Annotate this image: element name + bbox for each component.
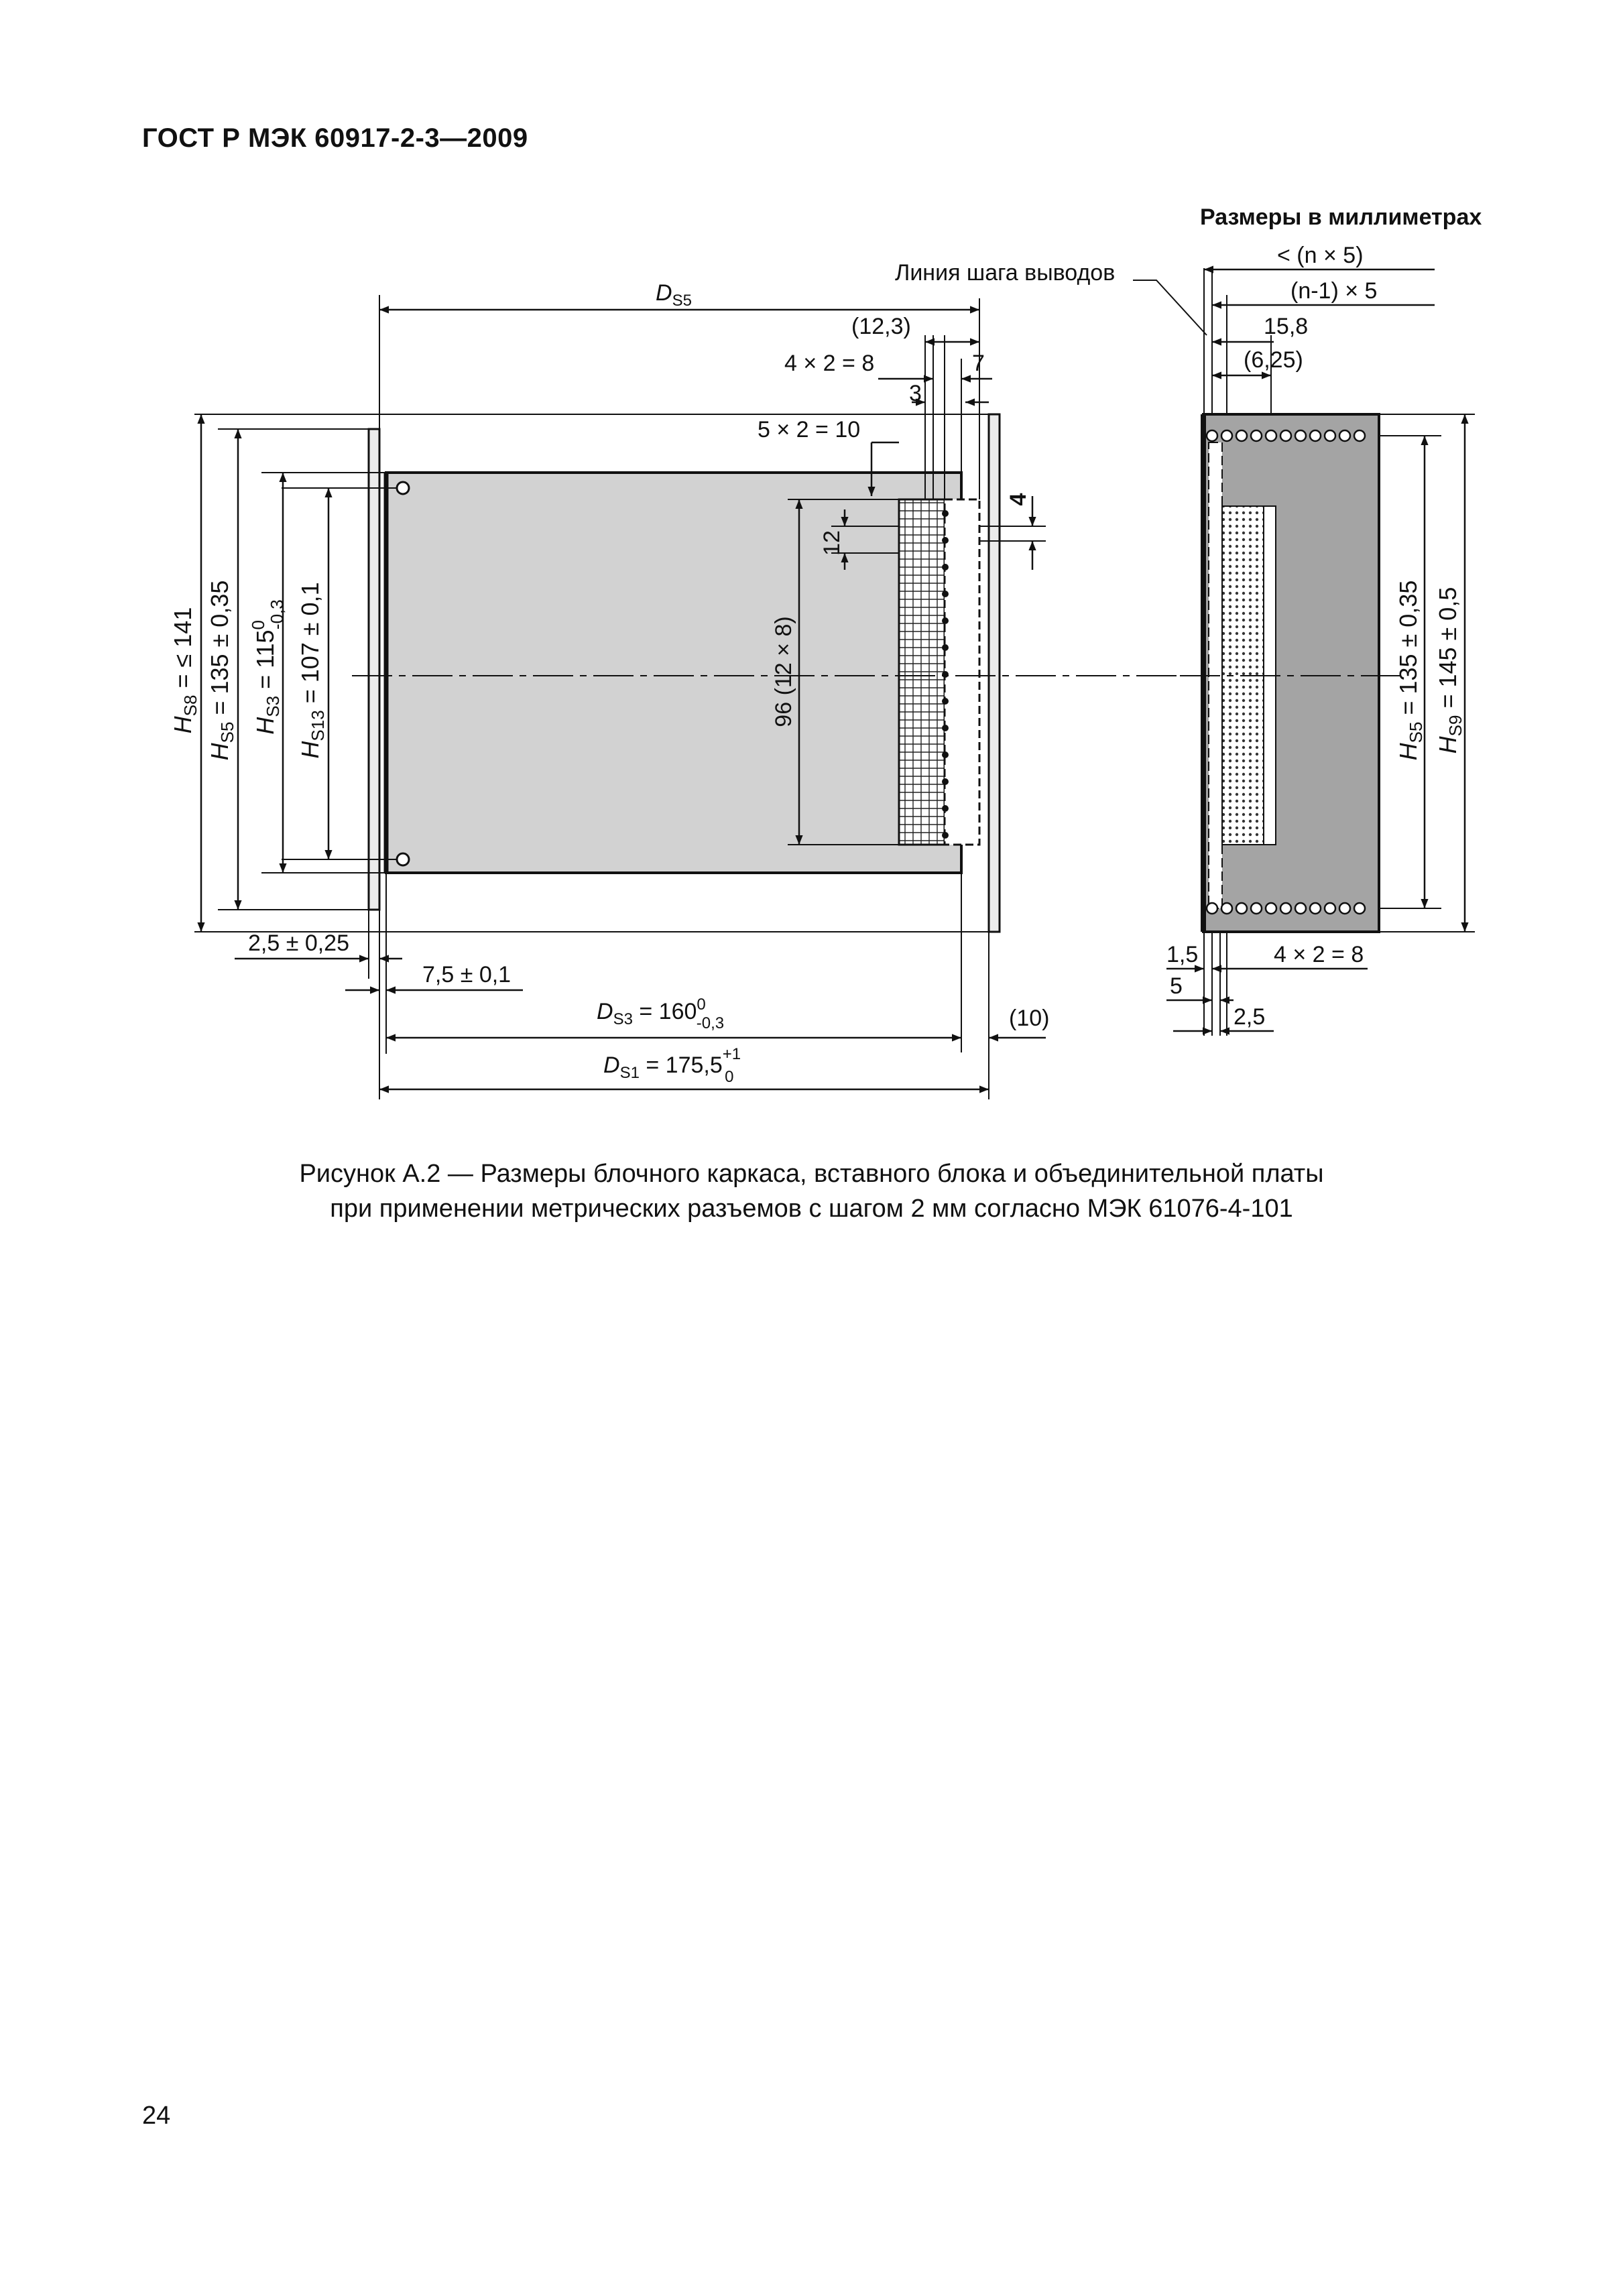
label-15-8: 15,8 (1264, 314, 1309, 339)
label-4x2-right: 4 × 2 = 8 (1274, 942, 1364, 967)
label-6-25: (6,25) (1244, 347, 1303, 373)
label-3: 3 (909, 381, 922, 406)
label-2-5-tol: 2,5 ± 0,25 (248, 930, 349, 956)
label-hs5-left: $H_{S5} = 135 \pm 0,35$ (206, 580, 237, 761)
right-view (1133, 268, 1475, 1036)
label-1-5: 1,5 (1166, 942, 1199, 967)
label-n1x5: (n-1) × 5 (1290, 278, 1378, 304)
pitch-line-label: Линия шага выводов (895, 260, 1116, 286)
mounting-hole-top (397, 482, 409, 494)
label-hs9: $H_{S9} = 145 \pm 0,5$ (1434, 587, 1465, 754)
plug-in-board (386, 473, 961, 873)
bottom-hole-row (1207, 903, 1365, 914)
label-96: 96 (12 × 8) (771, 616, 796, 727)
label-5: 5 (1170, 973, 1183, 999)
caption-line-2: при применении метрических разъемов с шагом 2 мм согласно МЭК 61076-4-101 (330, 1195, 1293, 1223)
label-hs3: $H_{S3} = 115^0-0,3$ (248, 599, 287, 735)
label-ds5: $D_{S5}$ (656, 280, 692, 310)
label-ds3: $D_{S3} = 160^0$ -0,3 (597, 995, 725, 1032)
front-panel (369, 429, 379, 910)
page-number: 24 (142, 2102, 171, 2130)
label-4x2-left: 4 × 2 = 8 (784, 351, 875, 376)
top-hole-row (1207, 430, 1365, 441)
label-2-5: 2,5 (1234, 1004, 1266, 1030)
label-12: 12 (819, 530, 845, 556)
label-ds1: $D_{S1} = 175,5^{+1}$ 0 (603, 1045, 741, 1086)
label-4: 4 (1006, 493, 1031, 506)
label-hs5-right: $H_{S5} = 135 \pm 0,35$ (1394, 580, 1426, 761)
caption-line-1: Рисунок А.2 — Размеры блочного каркаса, вставного блока и объединительной платы (299, 1160, 1324, 1188)
units-note: Размеры в миллиметрах (1200, 204, 1482, 230)
label-7-5-tol: 7,5 ± 0,1 (422, 962, 512, 987)
figure-caption (0, 1156, 1623, 1226)
left-view (194, 295, 1227, 1099)
backplane-side (989, 414, 1000, 932)
label-hs13: $H_{S13} = 107 \pm 0,1$ (296, 582, 328, 759)
document-title: ГОСТ Р МЭК 60917-2-3—2009 (142, 123, 528, 153)
connector-grid (899, 499, 945, 845)
label-7: 7 (972, 351, 985, 376)
label-hs8: $H_{S8}$ = ≤ 141 (169, 607, 200, 734)
connector-body (945, 499, 979, 845)
label-n5: < (n × 5) (1277, 243, 1364, 268)
mounting-hole-bottom (397, 853, 409, 865)
label-10: (10) (1009, 1006, 1050, 1031)
pitch-line-leader (1133, 280, 1207, 335)
label-5x2: 5 × 2 = 10 (758, 417, 861, 442)
label-12-3: (12,3) (851, 314, 911, 339)
